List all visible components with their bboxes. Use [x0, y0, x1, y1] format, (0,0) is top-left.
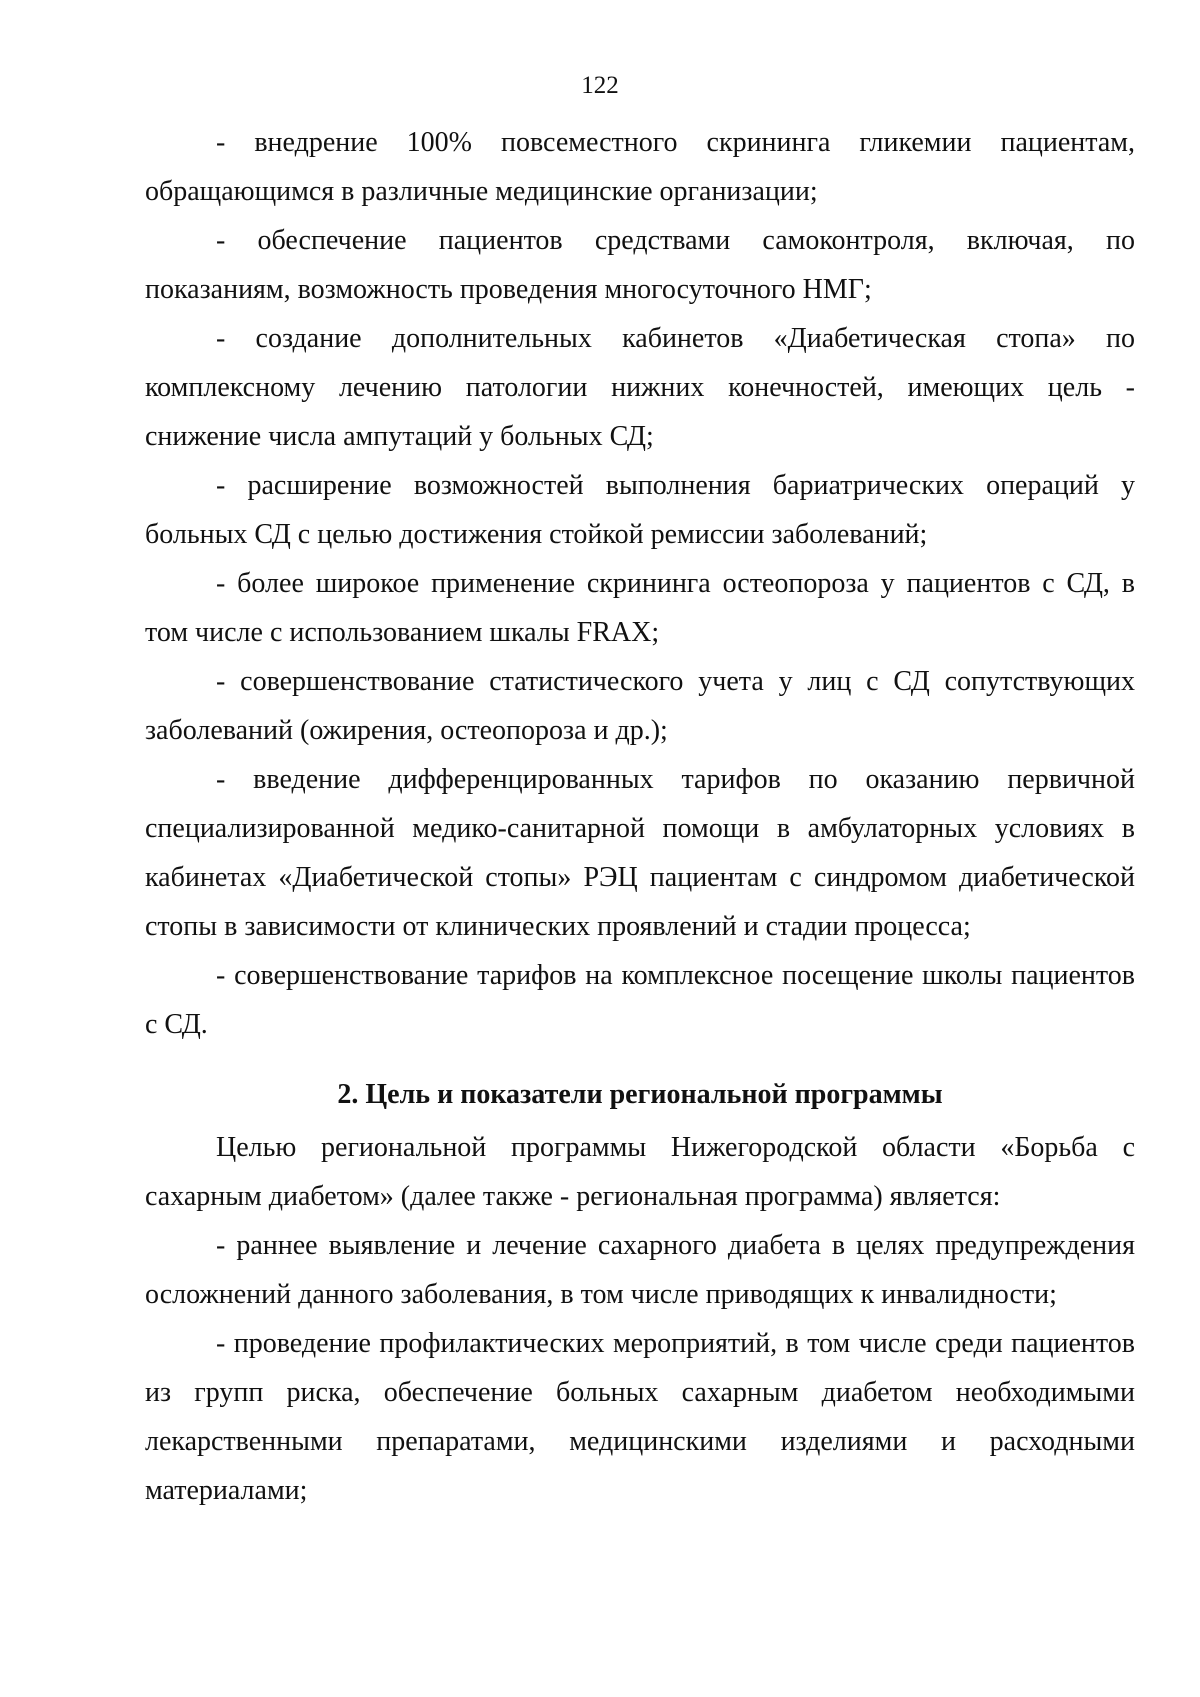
list-item: - более широкое применение скрининга остеопороза у пациентов с СД, в том числе с использованием шкалы FRAX; [145, 568, 1135, 648]
goal-intro-paragraph: Целью региональной программы Нижегородской области «Борьба с сахарным диабетом» (далее также - региональная программа) является: [145, 1132, 1135, 1212]
page-number: 122 [581, 72, 619, 99]
list-item: - внедрение 100% повсеместного скрининга гликемии пациентам, обращающимся в различные медицинские организации; [145, 127, 1135, 207]
section-heading: 2. Цель и показатели региональной программы [337, 1079, 943, 1110]
list-item: - совершенствование тарифов на комплексное посещение школы пациентов с СД. [145, 960, 1135, 1040]
list-item: - проведение профилактических мероприятий, в том числе среди пациентов из групп риска, обеспечение больных сахарным диабетом необходимыми лекарственными препаратами, медицинскими изделиями и расходными материалами; [145, 1328, 1135, 1506]
document-body [145, 118, 1135, 1515]
list-item: - обеспечение пациентов средствами самоконтроля, включая, по показаниям, возможность проведения многосуточного НМГ; [145, 225, 1135, 305]
list-item: - раннее выявление и лечение сахарного диабета в целях предупреждения осложнений данного заболевания, в том числе приводящих к инвалидности; [145, 1230, 1135, 1310]
list-item: - создание дополнительных кабинетов «Диабетическая стопа» по комплексному лечению патологии нижних конечностей, имеющих цель - снижение числа ампутаций у больных СД; [145, 323, 1135, 452]
list-item: - расширение возможностей выполнения бариатрических операций у больных СД с целью достижения стойкой ремиссии заболеваний; [145, 470, 1135, 550]
list-item: - введение дифференцированных тарифов по оказанию первичной специализированной медико-санитарной помощи в амбулаторных условиях в кабинетах «Диабетической стопы» РЭЦ пациентам с синдромом диабетической стопы в зависимости от клинических проявлений и стадии процесса; [145, 764, 1135, 942]
list-item: - совершенствование статистического учета у лиц с СД сопутствующих заболеваний (ожирения, остеопороза и др.); [145, 666, 1135, 746]
